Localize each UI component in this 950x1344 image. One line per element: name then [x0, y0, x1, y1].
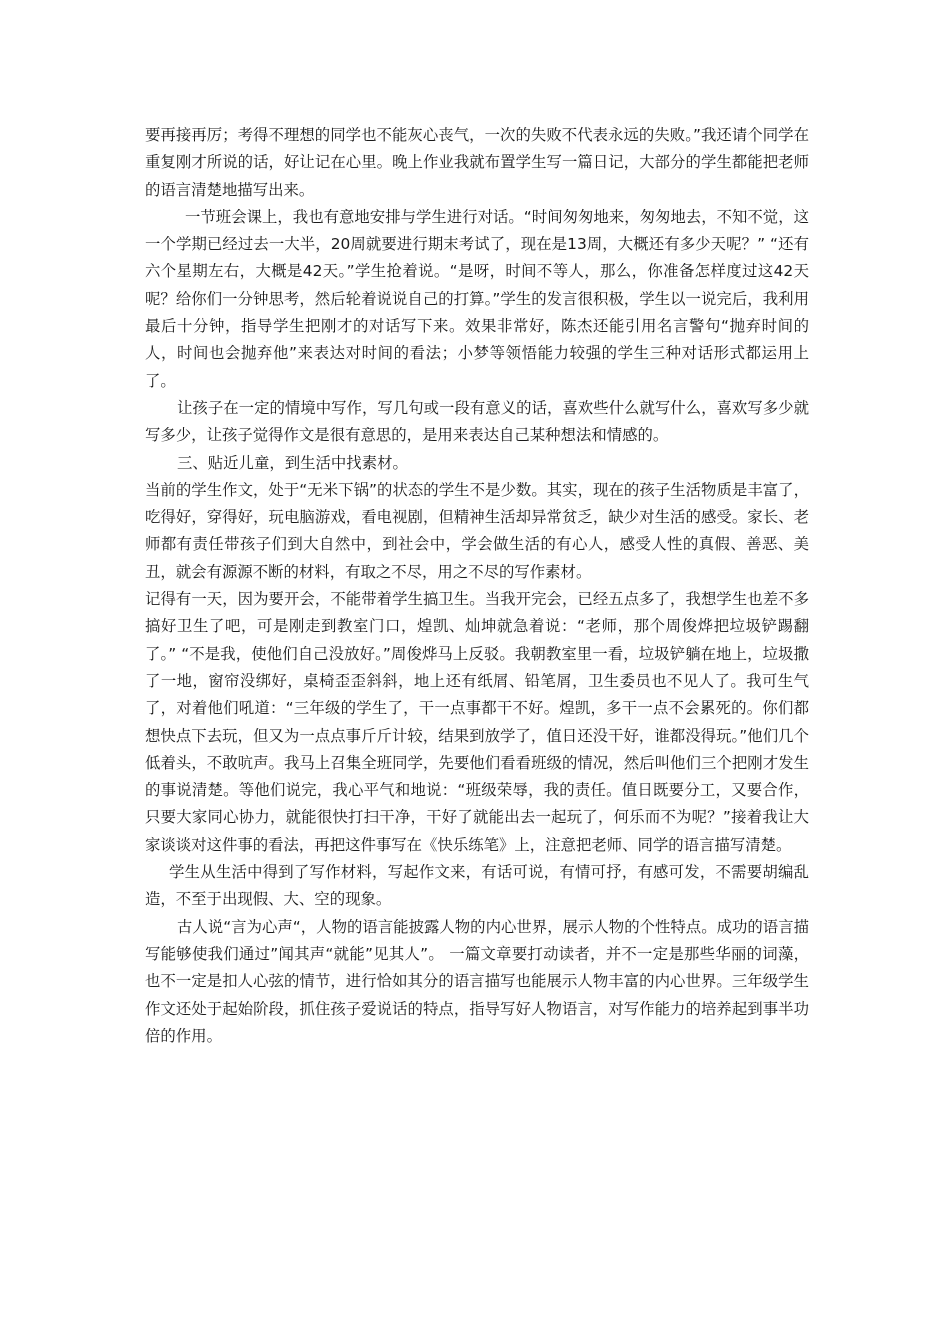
paragraph-lack-of-material: 当前的学生作文，处于“无米下锅”的状态的学生不是少数。其实，现在的孩子生活物质是丰富了，吃得好，穿得好，玩电脑游戏，看电视剧，但精神生活却异常贫乏，缺少对生活的感受。家长、老师都有责任带孩子们到大自然中，到社会中，学会做生活的有心人，感受人性的真假、善恶、美丑，就会有源源不断的材料，有取之不尽，用之不尽的写作素材。	[145, 480, 809, 581]
paragraph-life-material: 学生从生活中得到了写作材料，写起作文来，有话可说，有情可抒，有感可发，不需要胡编乱造，不至于出现假、大、空的现象。	[145, 863, 809, 909]
paragraph-class-meeting-dialogue: 一节班会课上，我也有意地安排与学生进行对话。“时间匆匆地来，匆匆地去，不知不觉，这一个学期已经过去一大半，20周就要进行期末考试了，现在是13周，大概还有多少天呢？” “还有六个星期左右，大概是42天。”学生抢着说。“是呀，时间不等人，那么，你准备怎样度过这42天呢？给你们一分钟思考，然后轮着说说自己的打算。”学生的发言很积极，学生以一说完后，我利用最后十分钟，指导学生把刚才的对话写下来。效果非常好，陈杰还能引用名言警句“抛弃时间的人，时间也会抛弃他”来表达对时间的看法；小梦等领悟能力较强的学生三种对话形式都运用上了。	[145, 207, 809, 390]
paragraph-continuation: 要再接再厉；考得不理想的同学也不能灰心丧气，一次的失败不代表永远的失败。”我还请个同学在重复刚才所说的话，好让记在心里。晚上作业我就布置学生写一篇日记，大部分的学生都能把老师的语言清楚地描写出来。	[145, 126, 809, 199]
paragraph-cleaning-story: 记得有一天，因为要开会，不能带着学生搞卫生。当我开完会，已经五点多了，我想学生也差不多搞好卫生了吧，可是刚走到教室门口，煌凯、灿坤就急着说：“老师，那个周俊烨把垃圾铲踢翻了。” “不是我，使他们自己没放好。”周俊烨马上反驳。我朝教室里一看，垃圾铲躺在地上，垃圾撒了一地，窗帘没绑好，桌椅歪歪斜斜，地上还有纸屑、铅笔屑，卫生委员也不见人了。我可生气了，对着他们吼道：“三年级的学生了，干一点事都干不好。煌凯，多干一点不会累死的。你们都想快点下去玩，但又为一点点事斤斤计较，结果到放学了，值日还没干好，谁都没得玩。”他们几个低着头，不敢吭声。我马上召集全班同学，先要他们看看班级的情况，然后叫他们三个把刚才发生的事说清楚。等他们说完，我心平气和地说：“班级荣辱，我的责任。值日既要分工，又要合作，只要大家同心协力，就能很快打扫干净，干好了就能出去一起玩了，何乐而不为呢？”接着我让大家谈谈对这件事的看法，再把这件事写在《快乐练笔》上，注意把老师、同学的语言描写清楚。	[145, 590, 809, 854]
document-body	[145, 122, 809, 1050]
section-heading-three: 三、贴近儿童，到生活中找素材。	[177, 453, 408, 472]
paragraph-situational-writing: 让孩子在一定的情境中写作，写几句或一段有意义的话，喜欢些什么就写什么，喜欢写多少就写多少，让孩子觉得作文是很有意思的，是用来表达自己某种想法和情感的。	[145, 398, 809, 445]
paragraph-conclusion: 古人说“言为心声“，人物的语言能披露人物的内心世界，展示人物的个性特点。成功的语言描写能够使我们通过”闻其声“就能”见其人”。 一篇文章要打动读者，并不一定是那些华丽的词藻，也不一定是扣人心弦的情节，进行恰如其分的语言描写也能展示人物丰富的内心世界。三年级学生作文还处于起始阶段，抓住孩子爱说话的特点，指导写好人物语言，对写作能力的培养起到事半功倍的作用。	[145, 917, 809, 1045]
